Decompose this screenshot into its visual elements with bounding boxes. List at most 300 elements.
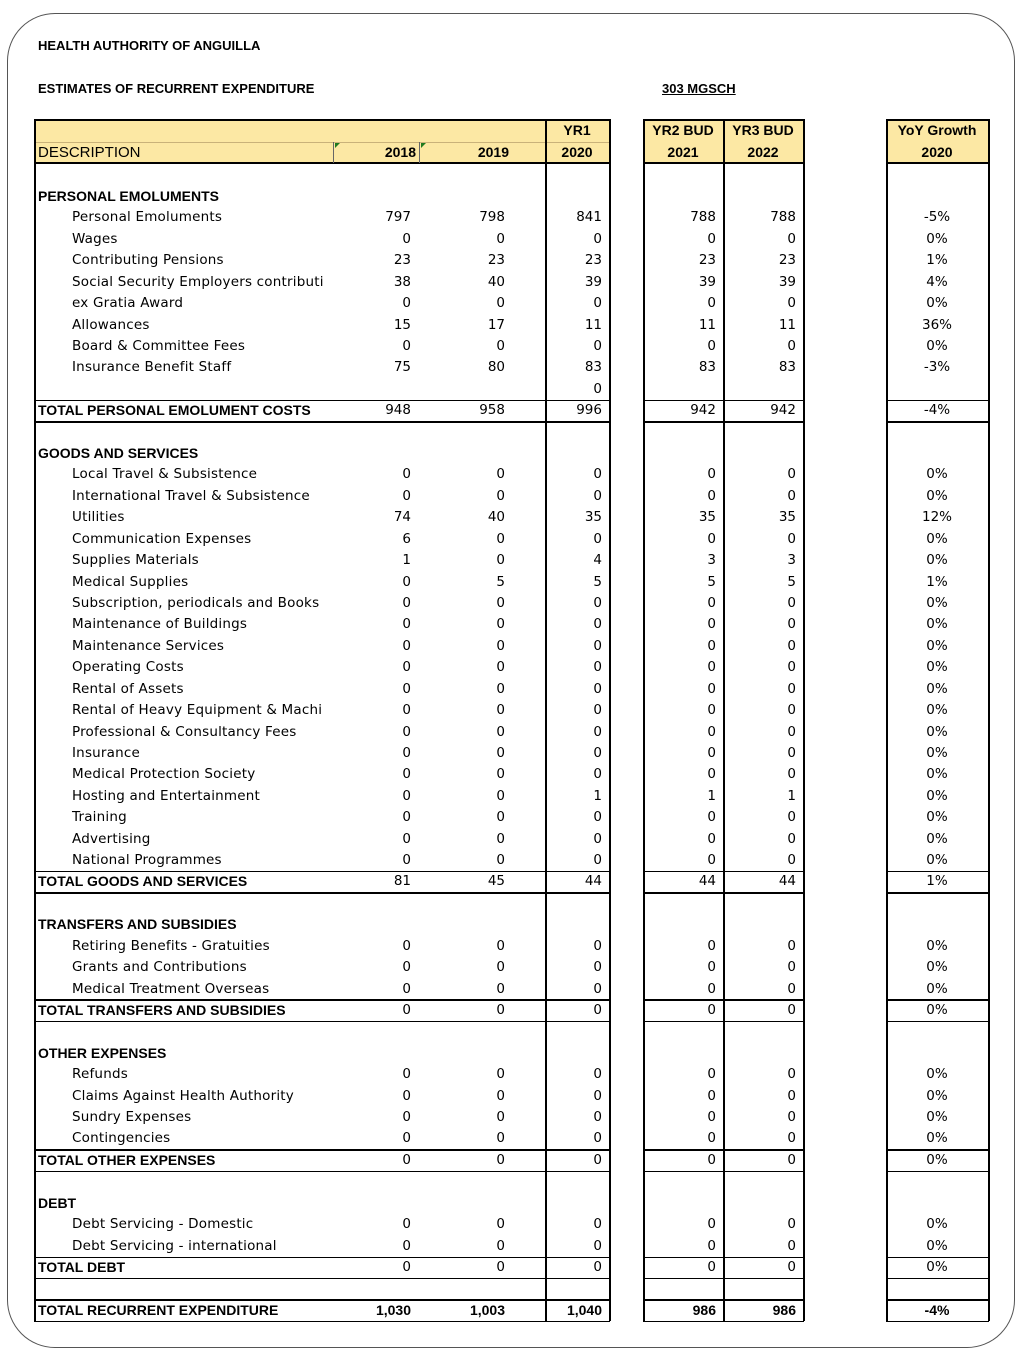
- column-header-2018: 2018: [384, 144, 416, 160]
- total-label: TOTAL PERSONAL EMOLUMENT COSTS: [38, 402, 311, 419]
- value-2021: 1: [707, 787, 716, 804]
- row-description: National Programmes: [72, 852, 222, 869]
- row-description: Contingencies: [72, 1130, 171, 1147]
- value-2022: 0: [787, 744, 796, 761]
- value-2021: 0: [707, 659, 716, 676]
- value-2021: 3: [707, 552, 716, 569]
- value-yoy: 0%: [926, 980, 948, 997]
- value-2021: 0: [707, 1259, 716, 1275]
- value-2020: 0: [593, 1130, 602, 1147]
- row-description: Supplies Materials: [72, 552, 199, 569]
- table-row: [0, 593, 1024, 614]
- table-row: [0, 764, 1024, 785]
- value-2020: 0: [593, 337, 602, 354]
- value-2018: 0: [402, 959, 411, 976]
- total-rule: [34, 1257, 610, 1259]
- value-2021: 0: [707, 594, 716, 611]
- value-2020: 0: [593, 937, 602, 954]
- value-2021: 0: [707, 616, 716, 633]
- column-rule: [643, 119, 645, 1321]
- value-2020: 0: [593, 1237, 602, 1254]
- table-row: [0, 1107, 1024, 1128]
- value-2020: 0: [593, 1259, 602, 1275]
- table-row: [0, 829, 1024, 850]
- value-yoy: 0%: [926, 1259, 948, 1275]
- value-2022: 44: [778, 873, 796, 890]
- value-2020: 1,040: [566, 1301, 602, 1318]
- value-2018: 0: [402, 980, 411, 997]
- value-2021: 23: [698, 252, 716, 269]
- table-row: [0, 743, 1024, 764]
- row-description: Retiring Benefits - Gratuities: [72, 937, 270, 954]
- value-2018: 0: [402, 766, 411, 783]
- row-description: Debt Servicing - Domestic: [72, 1216, 254, 1233]
- value-2020: 0: [593, 744, 602, 761]
- section-title: OTHER EXPENSES: [38, 1044, 167, 1061]
- section-title: TRANSFERS AND SUBSIDIES: [38, 916, 237, 933]
- value-2022: 0: [787, 959, 796, 976]
- value-2019: 0: [496, 1066, 505, 1083]
- row-description: Training: [72, 809, 127, 826]
- value-2020: 841: [576, 209, 602, 226]
- value-2020: 0: [593, 852, 602, 869]
- total-rule: [34, 1149, 610, 1151]
- table-row: [0, 293, 1024, 314]
- value-2020: 0: [593, 637, 602, 654]
- value-2018: 0: [402, 852, 411, 869]
- value-2019: [419, 379, 545, 400]
- value-2018: 0: [402, 723, 411, 740]
- value-2018: 0: [402, 1216, 411, 1233]
- value-yoy: 0%: [926, 1130, 948, 1147]
- value-2021: 0: [707, 937, 716, 954]
- value-yoy: 0%: [926, 466, 948, 483]
- value-2021: 0: [707, 723, 716, 740]
- value-2020: 0: [593, 295, 602, 312]
- row-description: Advertising: [72, 830, 151, 847]
- value-2021: 0: [707, 1001, 716, 1018]
- blank-row: [0, 1171, 1024, 1192]
- table-row: [0, 636, 1024, 657]
- value-yoy: 0%: [926, 530, 948, 547]
- value-2022: 0: [787, 1001, 796, 1018]
- value-2018: 0: [402, 830, 411, 847]
- total-row: [0, 871, 1024, 892]
- value-2019: 0: [496, 1109, 505, 1126]
- section-title: PERSONAL EMOLUMENTS: [38, 188, 219, 204]
- value-2018: 0: [402, 1151, 411, 1168]
- total-rule: [886, 871, 989, 873]
- row-description: Medical Treatment Overseas: [72, 980, 270, 997]
- table-row: [0, 229, 1024, 250]
- table-row: [0, 957, 1024, 978]
- value-2020: 83: [584, 359, 602, 376]
- row-description: International Travel & Subsistence: [72, 487, 310, 504]
- value-2021: 986: [692, 1301, 716, 1318]
- value-2019: 0: [496, 852, 505, 869]
- total-rule: [886, 400, 989, 402]
- value-2021: 0: [707, 487, 716, 504]
- value-2020: 0: [593, 380, 602, 397]
- table-row: [0, 679, 1024, 700]
- row-description: Hosting and Entertainment: [72, 787, 261, 804]
- value-2018: 6: [402, 530, 411, 547]
- total-rule: [34, 1321, 610, 1323]
- value-2022: 0: [787, 723, 796, 740]
- row-description: Refunds: [72, 1066, 128, 1083]
- table-row: [0, 207, 1024, 228]
- value-2021: 0: [707, 1109, 716, 1126]
- value-yoy: 0%: [926, 744, 948, 761]
- value-2022: 0: [787, 830, 796, 847]
- section-header-row: [0, 1043, 1024, 1064]
- value-2018: 1: [402, 552, 411, 569]
- value-2019: 0: [496, 680, 505, 697]
- row-description: Grants and Contributions: [72, 959, 247, 976]
- value-2021: 0: [707, 637, 716, 654]
- value-2018: 0: [402, 337, 411, 354]
- value-2021: 0: [707, 1066, 716, 1083]
- value-2020: 35: [584, 509, 602, 526]
- value-yoy: 12%: [921, 509, 952, 526]
- value-2021: 11: [698, 316, 716, 333]
- value-2020: 44: [584, 873, 602, 890]
- value-2018: 0: [402, 702, 411, 719]
- column-header-2020: 2020: [561, 144, 593, 160]
- value-yoy: 0%: [926, 680, 948, 697]
- row-description: Claims Against Health Authority: [72, 1087, 294, 1104]
- total-label: TOTAL RECURRENT EXPENDITURE: [38, 1301, 279, 1318]
- value-2018: 0: [402, 1066, 411, 1083]
- value-2020: 0: [593, 594, 602, 611]
- value-2022: 0: [787, 680, 796, 697]
- value-2020: 0: [593, 1087, 602, 1104]
- section-header-row: [0, 186, 1024, 207]
- org-title: HEALTH AUTHORITY OF ANGUILLA: [38, 38, 261, 53]
- total-rule: [886, 1149, 989, 1151]
- value-yoy: 0%: [926, 723, 948, 740]
- value-2020: 0: [593, 980, 602, 997]
- value-yoy: 1%: [926, 873, 948, 890]
- value-2019: 798: [479, 209, 505, 226]
- report-title: ESTIMATES OF RECURRENT EXPENDITURE: [38, 81, 315, 96]
- row-description: Rental of Heavy Equipment & Machi: [72, 702, 323, 719]
- value-2021: [643, 379, 723, 400]
- table-row: [0, 550, 1024, 571]
- value-yoy: 0%: [926, 337, 948, 354]
- column-rule: [545, 119, 547, 1321]
- value-2020: 0: [593, 616, 602, 633]
- value-2022: 5: [787, 573, 796, 590]
- value-2022: 0: [787, 637, 796, 654]
- value-2022: 35: [778, 509, 796, 526]
- table-row: [0, 936, 1024, 957]
- section-header-row: [0, 1193, 1024, 1214]
- value-2022: 0: [787, 1237, 796, 1254]
- row-description: Professional & Consultancy Fees: [72, 723, 297, 740]
- value-2019: 0: [496, 552, 505, 569]
- table-row: [0, 529, 1024, 550]
- total-rule: [886, 1321, 989, 1323]
- value-yoy: 0%: [926, 616, 948, 633]
- value-yoy: 0%: [926, 1151, 948, 1168]
- blank-row: [0, 422, 1024, 443]
- value-2019: 0: [496, 295, 505, 312]
- value-2021: 83: [698, 359, 716, 376]
- value-2022: 0: [787, 530, 796, 547]
- value-2022: 0: [787, 659, 796, 676]
- row-description: Medical Protection Society: [72, 766, 256, 783]
- value-2020: 0: [593, 766, 602, 783]
- value-2018: 0: [402, 787, 411, 804]
- value-2021: 0: [707, 1151, 716, 1168]
- row-description: Allowances: [72, 316, 150, 333]
- value-yoy: 36%: [921, 316, 952, 333]
- value-2022: 0: [787, 766, 796, 783]
- total-row: [0, 1000, 1024, 1021]
- value-2021: 0: [707, 1237, 716, 1254]
- value-2019: 5: [496, 573, 505, 590]
- total-label: TOTAL GOODS AND SERVICES: [38, 873, 248, 890]
- value-2021: 0: [707, 766, 716, 783]
- value-2019: 958: [479, 402, 505, 419]
- value-2019: 0: [496, 1259, 505, 1275]
- value-yoy: 1%: [926, 252, 948, 269]
- value-2019: 0: [496, 1216, 505, 1233]
- value-2018: 81: [393, 873, 411, 890]
- column-header-yr1: YR1: [563, 122, 591, 138]
- value-2020: 39: [584, 273, 602, 290]
- value-2020: 0: [593, 230, 602, 247]
- value-2022: 83: [778, 359, 796, 376]
- value-yoy: 0%: [926, 1216, 948, 1233]
- value-yoy: 0%: [926, 852, 948, 869]
- value-yoy: 0%: [926, 1066, 948, 1083]
- value-2022: 0: [787, 616, 796, 633]
- row-description: Contributing Pensions: [72, 252, 224, 269]
- value-yoy: 0%: [926, 230, 948, 247]
- row-description: Wages: [72, 230, 118, 247]
- table-row: [0, 614, 1024, 635]
- value-2022: 0: [787, 230, 796, 247]
- value-2022: 986: [772, 1301, 796, 1318]
- value-2021: 942: [690, 402, 716, 419]
- blank-row: [0, 1021, 1024, 1042]
- table-row: [0, 850, 1024, 871]
- value-yoy: 0%: [926, 937, 948, 954]
- value-2022: 0: [787, 980, 796, 997]
- value-2022: 11: [778, 316, 796, 333]
- value-2019: 0: [496, 616, 505, 633]
- value-2019: 1,003: [469, 1301, 505, 1318]
- value-2018: 0: [402, 1259, 411, 1275]
- value-2021: 0: [707, 530, 716, 547]
- value-2019: 0: [496, 1237, 505, 1254]
- table-row: [0, 250, 1024, 271]
- table-row: [0, 1128, 1024, 1149]
- row-description: Maintenance of Buildings: [72, 616, 248, 633]
- value-2022: 788: [770, 209, 796, 226]
- value-2021: 5: [707, 573, 716, 590]
- value-yoy: 0%: [926, 637, 948, 654]
- table-row: [0, 315, 1024, 336]
- value-2022: 0: [787, 852, 796, 869]
- value-2020: 1: [593, 787, 602, 804]
- row-description: Rental of Assets: [72, 680, 184, 697]
- table-row: [0, 1064, 1024, 1085]
- total-rule: [886, 1257, 989, 1259]
- value-2021: 0: [707, 830, 716, 847]
- value-2018: 0: [402, 230, 411, 247]
- value-2018: 15: [393, 316, 411, 333]
- column-header-yoy: YoY Growth: [897, 122, 977, 138]
- value-2018: 0: [402, 744, 411, 761]
- value-2020: 0: [593, 1066, 602, 1083]
- column-rule: [34, 119, 36, 1321]
- row-description: Operating Costs: [72, 659, 184, 676]
- value-2022: 0: [787, 1259, 796, 1275]
- table-row: [0, 272, 1024, 293]
- table-row: [0, 657, 1024, 678]
- value-2018: 38: [393, 273, 411, 290]
- value-yoy: 0%: [926, 830, 948, 847]
- value-2019: 0: [496, 937, 505, 954]
- value-2018: 0: [402, 1109, 411, 1126]
- total-rule: [886, 999, 989, 1001]
- value-2018: 0: [402, 1087, 411, 1104]
- value-2022: 942: [770, 402, 796, 419]
- value-yoy: 0%: [926, 487, 948, 504]
- value-2019: 0: [496, 230, 505, 247]
- value-2022: 0: [787, 809, 796, 826]
- row-description: Debt Servicing - international: [72, 1237, 277, 1254]
- value-2022: 1: [787, 787, 796, 804]
- value-2019: 0: [496, 1130, 505, 1147]
- value-2019: 0: [496, 1087, 505, 1104]
- value-2021: 0: [707, 295, 716, 312]
- value-2020: 23: [584, 252, 602, 269]
- value-2022: 0: [787, 1130, 796, 1147]
- value-yoy: 1%: [926, 573, 948, 590]
- table-row: [0, 379, 1024, 400]
- table-row: [0, 357, 1024, 378]
- value-2018: 797: [385, 209, 411, 226]
- value-2020: 5: [593, 573, 602, 590]
- value-2019: 0: [496, 830, 505, 847]
- value-yoy: [886, 379, 988, 400]
- value-2021: 0: [707, 980, 716, 997]
- table-row: [0, 700, 1024, 721]
- value-2019: 23: [487, 252, 505, 269]
- value-2022: 0: [787, 295, 796, 312]
- value-2019: 0: [496, 980, 505, 997]
- value-2018: 0: [402, 809, 411, 826]
- value-yoy: 0%: [926, 809, 948, 826]
- row-description: Communication Expenses: [72, 530, 252, 547]
- value-yoy: 0%: [926, 1237, 948, 1254]
- value-2020: 0: [593, 487, 602, 504]
- value-2019: 0: [496, 702, 505, 719]
- total-label: TOTAL TRANSFERS AND SUBSIDIES: [38, 1001, 286, 1018]
- row-description: Utilities: [72, 509, 125, 526]
- table-row: [0, 486, 1024, 507]
- value-2018: 23: [393, 252, 411, 269]
- column-rule: [609, 119, 611, 1321]
- value-yoy: 0%: [926, 787, 948, 804]
- total-rule: [34, 400, 610, 402]
- value-2022: [723, 379, 803, 400]
- value-yoy: 4%: [926, 273, 948, 290]
- total-rule: [34, 1299, 610, 1301]
- column-rule: [333, 142, 334, 163]
- value-2021: 0: [707, 744, 716, 761]
- value-2018: 0: [402, 1237, 411, 1254]
- value-2021: 788: [690, 209, 716, 226]
- value-yoy: -5%: [923, 209, 951, 226]
- value-yoy: 0%: [926, 1109, 948, 1126]
- value-2018: 0: [402, 659, 411, 676]
- value-2022: 0: [787, 1151, 796, 1168]
- value-yoy: 0%: [926, 1001, 948, 1018]
- value-yoy: 0%: [926, 659, 948, 676]
- value-2020: 0: [593, 680, 602, 697]
- value-2022: 39: [778, 273, 796, 290]
- table-row: [0, 507, 1024, 528]
- value-2022: 0: [787, 466, 796, 483]
- value-2022: 23: [778, 252, 796, 269]
- column-header-yr2: YR2 BUD: [652, 122, 714, 138]
- value-2021: 0: [707, 809, 716, 826]
- value-2022: 3: [787, 552, 796, 569]
- column-rule: [419, 142, 420, 163]
- value-2019: 0: [496, 659, 505, 676]
- value-2020: 0: [593, 723, 602, 740]
- table-row: [0, 1086, 1024, 1107]
- row-description: Insurance Benefit Staff: [72, 359, 232, 376]
- value-yoy: -4%: [924, 1301, 950, 1318]
- value-2020: 0: [593, 1001, 602, 1018]
- value-2021: 0: [707, 852, 716, 869]
- value-2022: 0: [787, 1216, 796, 1233]
- row-description: Medical Supplies: [72, 573, 189, 590]
- value-2022: 0: [787, 487, 796, 504]
- table-row: [0, 1236, 1024, 1257]
- value-2021: 0: [707, 702, 716, 719]
- value-2022: 0: [787, 1087, 796, 1104]
- value-2021: 0: [707, 1087, 716, 1104]
- value-2019: 0: [496, 466, 505, 483]
- column-header-2019: 2019: [477, 144, 509, 160]
- total-rule: [886, 1299, 989, 1301]
- value-2018: 0: [402, 295, 411, 312]
- column-rule: [886, 119, 888, 1321]
- row-description: Sundry Expenses: [72, 1109, 192, 1126]
- table-row: [0, 807, 1024, 828]
- value-2021: 0: [707, 466, 716, 483]
- value-2020: 11: [584, 316, 602, 333]
- value-2019: 0: [496, 809, 505, 826]
- value-2020: 0: [593, 1109, 602, 1126]
- value-2019: 40: [487, 273, 505, 290]
- value-2018: 0: [402, 594, 411, 611]
- value-2019: 0: [496, 744, 505, 761]
- value-2018: 0: [402, 487, 411, 504]
- value-2019: 0: [496, 594, 505, 611]
- value-2018: 0: [402, 680, 411, 697]
- value-2020: 4: [593, 552, 602, 569]
- column-header-yr3: YR3 BUD: [732, 122, 794, 138]
- value-2018: 0: [402, 937, 411, 954]
